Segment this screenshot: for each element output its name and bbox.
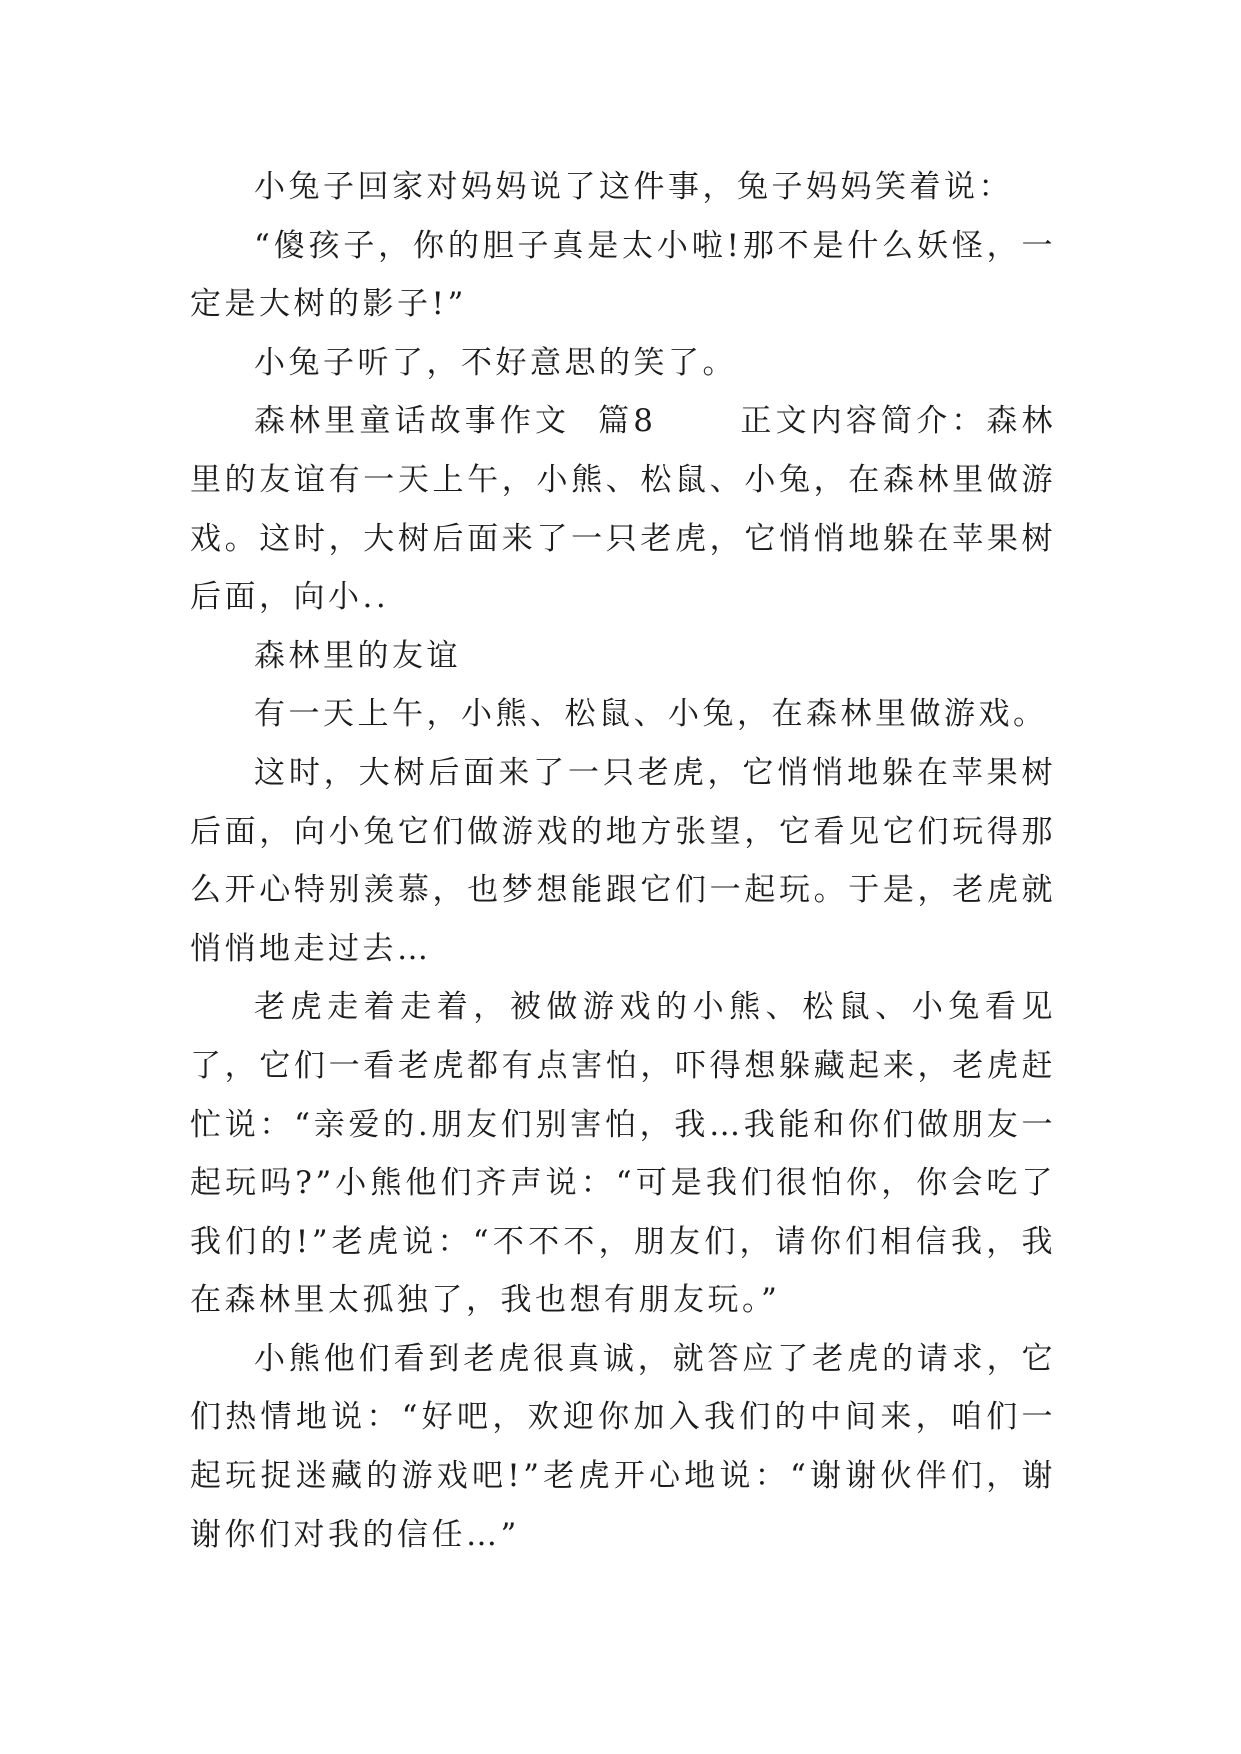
paragraph: 小熊他们看到老虎很真诚，就答应了老虎的请求，它们热情地说：“好吧，欢迎你加入我们的中间来，咱们一起玩捉迷藏的游戏吧!”老虎开心地说：“谢谢伙伴们，谢谢你们对我的信任…” bbox=[190, 1340, 1056, 1553]
paragraph: 小兔子听了，不好意思的笑了。 bbox=[254, 344, 737, 381]
paragraph: “傻孩子，你的胆子真是太小啦!那不是什么妖怪，一定是大树的影子!” bbox=[190, 227, 1056, 323]
paragraph: 小兔子回家对妈妈说了这件事，兔子妈妈笑着说： bbox=[254, 169, 1013, 205]
paragraph: 老虎走着走着，被做游戏的小熊、松鼠、小兔看见了，它们一看老虎都有点害怕，吓得想躲藏起来，老虎赶忙说：“亲爱的.朋友们别害怕，我…我能和你们做朋友一起玩吗?”小熊他们齐声说：“可是我们很怕你，你会吃了我们的!”老虎说：“不不不，朋友们，请你们相信我，我在森林里太孤独了，我也想有朋友玩。” bbox=[190, 989, 1056, 1319]
story-title: 森林里的友谊 bbox=[254, 637, 461, 674]
paragraph: 有一天上午，小熊、松鼠、小兔，在森林里做游戏。 bbox=[254, 696, 1048, 733]
document-body bbox=[190, 158, 1056, 1564]
paragraph-section-intro: 森林里童话故事作文 篇8 正文内容简介：森林里的友谊有一天上午，小熊、松鼠、小兔，在森林里做游戏。这时，大树后面来了一只老虎，它悄悄地躲在苹果树后面，向小.. bbox=[190, 403, 1056, 616]
paragraph: 这时，大树后面来了一只老虎，它悄悄地躲在苹果树后面，向小兔它们做游戏的地方张望，它看见它们玩得那么开心特别羡慕，也梦想能跟它们一起玩。于是，老虎就悄悄地走过去… bbox=[190, 754, 1056, 967]
